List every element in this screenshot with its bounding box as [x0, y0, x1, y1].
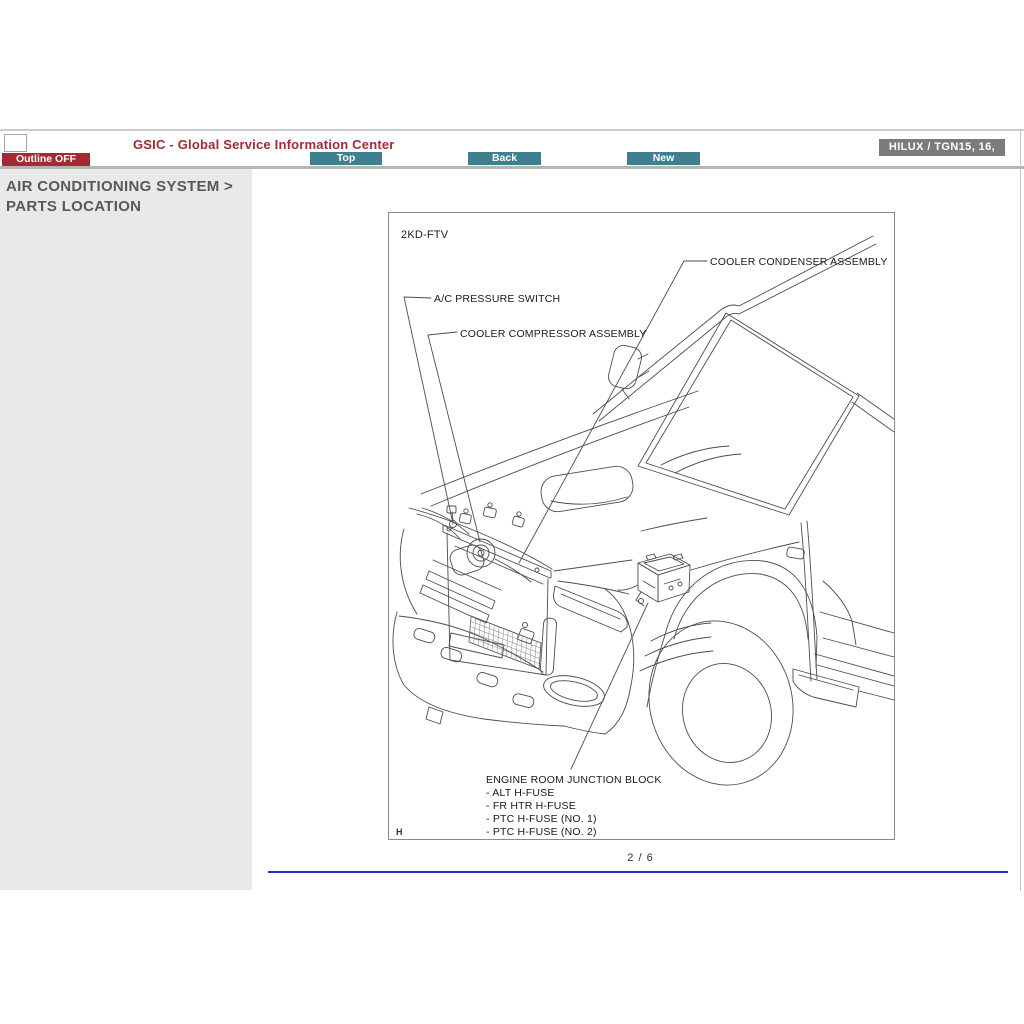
- fog-lamp: [541, 670, 608, 711]
- side-step: [793, 669, 859, 707]
- junction-block-fuse-2: - FR HTR H-FUSE: [486, 800, 576, 812]
- vehicle-model-badge: HILUX / TGN15, 16,: [879, 139, 1005, 156]
- window-right-border: [1020, 129, 1021, 891]
- headlamp: [554, 586, 628, 632]
- junction-block-fuse-3: - PTC H-FUSE (NO. 1): [486, 813, 597, 825]
- page-indicator: 2 / 6: [627, 852, 654, 864]
- engine-bay-fittings: [459, 503, 525, 528]
- back-button[interactable]: Back: [468, 152, 541, 165]
- front-wheel: [629, 560, 817, 803]
- junction-block-fuse-4: - PTC H-FUSE (NO. 2): [486, 826, 597, 838]
- hood: [400, 391, 698, 614]
- hood-scoop: [539, 464, 635, 514]
- breadcrumb-line-2: PARTS LOCATION: [6, 198, 142, 216]
- new-button[interactable]: New: [627, 152, 700, 165]
- junction-block-fuse-1: - ALT H-FUSE: [486, 787, 555, 799]
- windshield: [638, 313, 859, 515]
- grille: [420, 560, 501, 623]
- engine-code-label: 2KD-FTV: [401, 229, 449, 241]
- top-divider: [0, 129, 1024, 131]
- top-button[interactable]: Top: [310, 152, 382, 165]
- app-title: GSIC - Global Service Information Center: [133, 137, 395, 152]
- cooler-condenser-assembly: [443, 525, 557, 675]
- parts-location-diagram: [388, 212, 895, 840]
- outline-toggle-button[interactable]: Outline OFF: [2, 153, 90, 166]
- compressor-label: COOLER COMPRESSOR ASSEMBLY: [460, 328, 647, 340]
- footer-divider: [268, 871, 1008, 873]
- junction-block-label: ENGINE ROOM JUNCTION BLOCK: [486, 774, 662, 786]
- pressure-switch-label: A/C PRESSURE SWITCH: [434, 293, 561, 305]
- breadcrumb-line-1: AIR CONDITIONING SYSTEM >: [6, 178, 234, 195]
- condenser-label: COOLER CONDENSER ASSEMBLY: [710, 256, 888, 268]
- logo-placeholder: [4, 134, 27, 152]
- door-handle: [786, 547, 804, 560]
- sidebar: [0, 169, 252, 890]
- vehicle-line-art: [389, 213, 894, 839]
- receiver-drier: [540, 618, 557, 676]
- corner-mark: H: [396, 827, 403, 837]
- breadcrumb-heading: [6, 177, 252, 218]
- engine-room-junction-block: [618, 554, 690, 606]
